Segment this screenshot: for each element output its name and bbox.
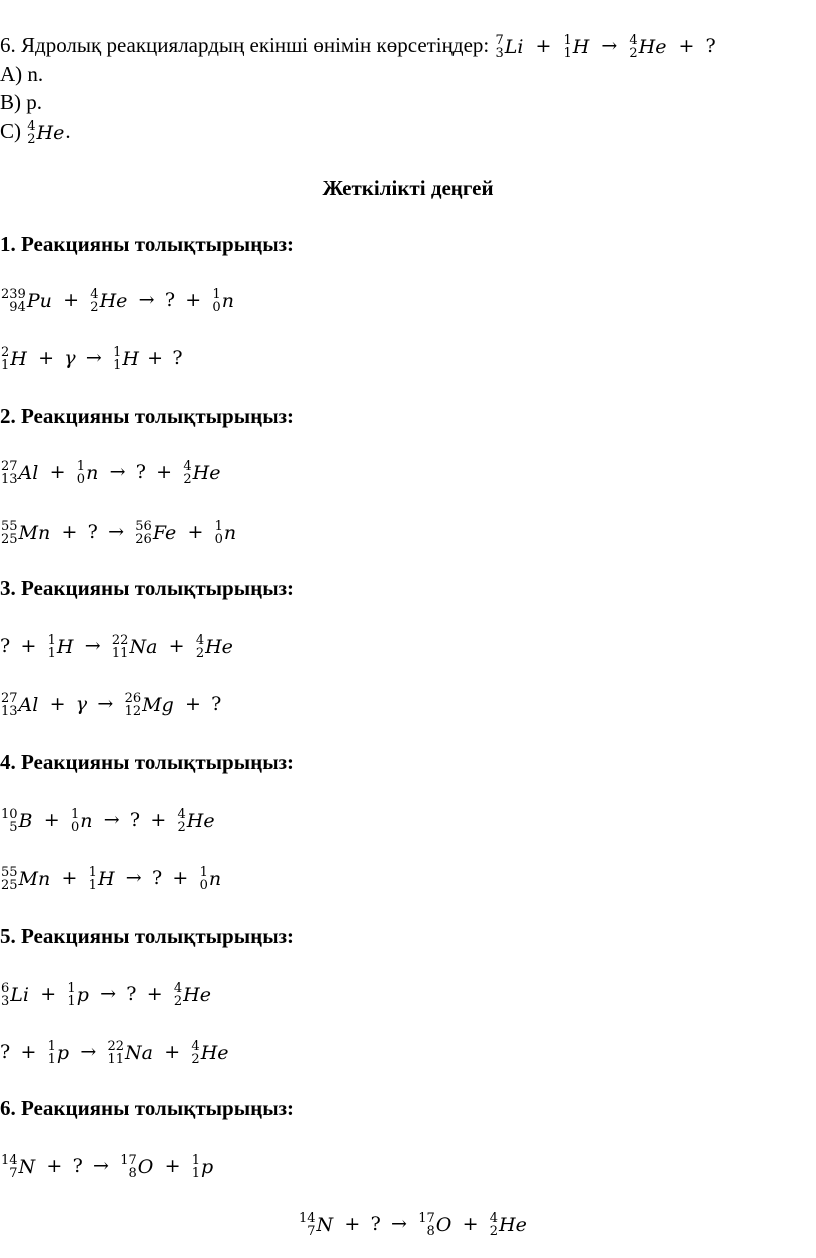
element-symbol: Na xyxy=(129,635,158,658)
operator: + xyxy=(184,692,201,715)
mass-number: 4 xyxy=(177,807,186,822)
element-symbol: p xyxy=(56,1041,70,1064)
mass-number: 17 xyxy=(418,1211,435,1226)
atomic-number: 1 xyxy=(191,1166,201,1181)
nuclide xyxy=(183,460,220,486)
heading-part: 2. xyxy=(0,404,16,428)
element-symbol: Mn xyxy=(18,521,51,544)
nucleon-numbers xyxy=(112,634,129,660)
nuclide xyxy=(77,460,99,486)
option-a: A) n. xyxy=(0,62,44,86)
atomic-number: 5 xyxy=(9,820,18,835)
nucleon-numbers xyxy=(1,1154,18,1180)
question-6-line xyxy=(0,34,716,60)
operator: → xyxy=(93,1154,109,1177)
atomic-number: 2 xyxy=(489,1224,499,1239)
task-number: 1. xyxy=(0,232,16,256)
operator: + xyxy=(150,808,167,831)
mass-number: 4 xyxy=(90,287,99,302)
operator: + xyxy=(61,866,78,889)
mass-number: 1 xyxy=(47,633,56,648)
operator: ? xyxy=(126,982,137,1005)
element-symbol: O xyxy=(137,1155,154,1178)
mass-number: 6 xyxy=(1,981,10,996)
element-symbol: n xyxy=(221,289,234,312)
heading-part: Реакцияны толықтырыңыз: xyxy=(21,924,295,948)
operator: + xyxy=(187,520,204,543)
operator: + xyxy=(146,982,163,1005)
nuclide xyxy=(212,288,234,314)
section-title: Жеткілікті деңгей xyxy=(322,176,494,200)
operator: + xyxy=(164,1154,181,1177)
heading-part: 6. xyxy=(0,1096,16,1120)
option-b: B) p. xyxy=(0,90,42,114)
mass-number: 1 xyxy=(191,1153,201,1168)
heading-part: Реакцияны толықтырыңыз: xyxy=(21,750,295,774)
nuclide-li7 xyxy=(495,34,523,60)
nuclide xyxy=(1,288,52,314)
nucleon-numbers xyxy=(1,982,9,1008)
nucleon-numbers xyxy=(1,692,18,718)
atomic-number: 7 xyxy=(307,1224,316,1239)
nuclide xyxy=(200,866,222,892)
nuclide xyxy=(1,520,50,546)
arrow-sign: → xyxy=(601,35,618,57)
mass-number: 4 xyxy=(183,459,192,474)
mass-number: 1 xyxy=(88,865,97,880)
mass-number: 22 xyxy=(111,633,129,648)
operator: + xyxy=(344,1212,361,1235)
mass-number: 2 xyxy=(1,345,10,360)
nucleon-numbers xyxy=(48,634,56,660)
equation-6a xyxy=(0,1154,214,1180)
element-symbol: H xyxy=(97,867,115,890)
operator: ? xyxy=(129,808,141,831)
mass-number: 14 xyxy=(1,1153,18,1168)
atomic-number: 0 xyxy=(214,532,223,547)
nucleon-numbers xyxy=(71,808,79,834)
atomic-number: 25 xyxy=(1,532,18,547)
element-symbol: He xyxy=(638,35,667,58)
equation-3a xyxy=(0,634,234,660)
question-mark: ? xyxy=(705,35,716,57)
mass-number: 22 xyxy=(107,1039,125,1054)
atomic-number: 1 xyxy=(47,646,56,661)
mass-number: 1 xyxy=(47,1039,56,1054)
nucleon-numbers xyxy=(48,1040,56,1066)
operator: + xyxy=(38,346,55,369)
nuclide xyxy=(1,1154,35,1180)
element-symbol: Pu xyxy=(26,289,52,312)
nuclide xyxy=(299,1212,333,1238)
heading-part: Реакцияны толықтырыңыз: xyxy=(21,1096,295,1120)
operator: + xyxy=(147,346,164,369)
atomic-number: 13 xyxy=(1,704,18,719)
mass-number: 17 xyxy=(120,1153,137,1168)
atomic-number: 1 xyxy=(563,46,572,61)
nuclide xyxy=(490,1212,527,1238)
task-1-heading xyxy=(0,234,294,255)
atomic-number: 1 xyxy=(113,358,122,373)
heading-part: 5. xyxy=(0,924,16,948)
operator: + xyxy=(156,460,173,483)
element-symbol: N xyxy=(18,1155,36,1178)
atomic-number: 2 xyxy=(191,1052,200,1067)
nucleon-numbers xyxy=(113,346,121,372)
nuclide xyxy=(174,982,211,1008)
operator: → xyxy=(103,808,120,831)
atomic-number: 25 xyxy=(1,878,18,893)
atomic-number: 12 xyxy=(124,704,142,719)
nuclide xyxy=(112,634,158,660)
heading-part: 4. xyxy=(0,750,16,774)
nuclide xyxy=(192,1154,213,1180)
equation-5a xyxy=(0,982,212,1008)
atomic-number: 11 xyxy=(111,646,129,661)
atomic-number: 2 xyxy=(195,646,205,661)
nucleon-numbers xyxy=(1,520,18,546)
atomic-number: 8 xyxy=(426,1224,435,1239)
operator: + xyxy=(185,288,202,311)
task-4-heading xyxy=(0,752,294,773)
mass-number: 1 xyxy=(199,865,208,880)
nuclide xyxy=(191,1040,228,1066)
element-symbol: He xyxy=(205,635,233,658)
operator: → xyxy=(125,866,142,889)
nuclide xyxy=(120,1154,153,1180)
task-5-heading xyxy=(0,926,294,947)
nucleon-numbers xyxy=(200,866,208,892)
element-symbol: γ xyxy=(75,692,88,715)
operator: + xyxy=(49,692,66,715)
nuclide xyxy=(1,346,27,372)
operator: → xyxy=(138,288,155,311)
element-symbol: Mn xyxy=(18,867,51,890)
element-symbol: n xyxy=(208,867,222,890)
nuclide-h1 xyxy=(563,34,589,60)
operator: ? xyxy=(164,288,175,311)
operator: → xyxy=(100,982,117,1005)
mass-number: 4 xyxy=(195,633,205,648)
element-symbol: Li xyxy=(504,35,524,58)
operator: → xyxy=(80,1040,97,1063)
operator: → xyxy=(84,634,101,657)
mass-number: 55 xyxy=(1,519,18,534)
nucleon-numbers xyxy=(418,1212,435,1238)
heading-part: 3. xyxy=(0,576,16,600)
equation-2b xyxy=(0,520,237,546)
element-symbol: He xyxy=(499,1213,527,1236)
element-symbol: γ xyxy=(64,346,76,369)
element-symbol: He xyxy=(186,809,215,832)
operator: + xyxy=(462,1212,479,1235)
task-6-heading xyxy=(0,1098,294,1119)
element-symbol: Na xyxy=(125,1041,153,1064)
nuclide xyxy=(178,808,215,834)
operator: ? xyxy=(0,1040,11,1063)
task-3-heading xyxy=(0,578,294,599)
nuclide xyxy=(67,982,88,1008)
element-symbol: He xyxy=(99,289,128,312)
mass-number: 4 xyxy=(191,1039,200,1054)
operator: → xyxy=(109,460,126,483)
atomic-number: 2 xyxy=(629,46,638,61)
mass-number: 26 xyxy=(124,691,142,706)
atomic-number: 1 xyxy=(1,358,10,373)
operator: + xyxy=(40,982,57,1005)
element-symbol: Al xyxy=(18,693,39,716)
nucleon-numbers xyxy=(89,866,97,892)
nucleon-numbers xyxy=(90,288,98,314)
atomic-number: 3 xyxy=(495,46,504,61)
element-symbol: He xyxy=(36,121,65,144)
atomic-number: 3 xyxy=(1,994,10,1009)
atomic-number: 1 xyxy=(47,1052,56,1067)
operator: + xyxy=(46,1154,63,1177)
element-symbol: H xyxy=(122,347,139,370)
option-c xyxy=(0,120,71,146)
nucleon-numbers xyxy=(67,982,75,1008)
element-symbol: B xyxy=(18,809,33,832)
atomic-number: 11 xyxy=(107,1052,125,1067)
operator: ? xyxy=(370,1212,381,1235)
mass-number: 1 xyxy=(212,287,221,302)
atomic-number: 26 xyxy=(135,532,152,547)
equation-4b xyxy=(0,866,222,892)
element-symbol: Fe xyxy=(152,521,177,544)
mass-number: 14 xyxy=(299,1211,316,1226)
mass-number: 4 xyxy=(27,119,36,134)
nucleon-numbers xyxy=(1,808,18,834)
atomic-number: 0 xyxy=(76,472,86,487)
nuclide xyxy=(196,634,233,660)
mass-number: 1 xyxy=(76,459,86,474)
element-symbol: p xyxy=(76,983,89,1006)
element-symbol: n xyxy=(223,521,237,544)
option-c-dot: . xyxy=(65,118,71,143)
operator: + xyxy=(43,808,60,831)
atomic-number: 2 xyxy=(90,300,99,315)
element-symbol: H xyxy=(10,347,27,370)
operator: ? xyxy=(72,1154,83,1177)
nuclide xyxy=(113,346,139,372)
operator: → xyxy=(97,692,114,715)
nucleon-numbers xyxy=(183,460,191,486)
atomic-number: 0 xyxy=(199,878,208,893)
equation-3b xyxy=(0,692,221,718)
element-symbol: n xyxy=(86,461,99,484)
atomic-number: 13 xyxy=(1,472,18,487)
element-symbol: H xyxy=(572,35,590,58)
question-6-equation xyxy=(494,33,716,61)
atomic-number: 0 xyxy=(70,820,80,835)
nucleon-numbers xyxy=(191,1040,199,1066)
atomic-number: 2 xyxy=(177,820,186,835)
nucleon-numbers xyxy=(107,1040,124,1066)
mass-number: 1 xyxy=(214,519,223,534)
mass-number: 7 xyxy=(495,33,504,48)
question-6-text: 6. Ядролық реакциялардың екінші өнімін көрсетіңдер: xyxy=(0,33,490,57)
operator: → xyxy=(391,1212,407,1235)
option-c-label: C) xyxy=(0,118,21,143)
mass-number: 4 xyxy=(629,33,638,48)
equation-2a xyxy=(0,460,221,486)
operator: ? xyxy=(172,346,183,369)
nuclide-he4 xyxy=(27,120,64,146)
nucleon-numbers xyxy=(215,520,223,546)
nucleon-numbers xyxy=(192,1154,200,1180)
nuclide xyxy=(90,288,127,314)
nuclide xyxy=(1,808,33,834)
operator: + xyxy=(63,288,80,311)
nucleon-numbers xyxy=(77,460,85,486)
equation-5b xyxy=(0,1040,230,1066)
element-symbol: Mg xyxy=(142,693,174,716)
nuclide xyxy=(215,520,237,546)
mass-number: 27 xyxy=(1,459,18,474)
nuclide xyxy=(1,866,50,892)
atomic-number: 2 xyxy=(27,132,36,147)
operator: + xyxy=(61,520,78,543)
operator: + xyxy=(164,1040,181,1063)
nucleon-numbers xyxy=(120,1154,137,1180)
element-symbol: He xyxy=(200,1041,229,1064)
element-symbol: N xyxy=(316,1213,334,1236)
nucleon-numbers xyxy=(1,346,9,372)
equation-1a xyxy=(0,288,235,314)
nucleon-numbers xyxy=(174,982,182,1008)
atomic-number: 94 xyxy=(9,300,26,315)
element-symbol: O xyxy=(435,1213,452,1236)
equation-6b xyxy=(298,1212,528,1238)
nuclide xyxy=(71,808,93,834)
task-2-heading xyxy=(0,406,294,427)
mass-number: 10 xyxy=(1,807,18,822)
nucleon-numbers xyxy=(1,866,18,892)
operator: → xyxy=(85,346,102,369)
element-symbol: H xyxy=(56,635,74,658)
operator: + xyxy=(20,1040,37,1063)
operator: ? xyxy=(211,692,222,715)
nuclide xyxy=(107,1040,153,1066)
task-heading-text: Реакцияны толықтырыңыз: xyxy=(21,232,295,256)
element-symbol: Al xyxy=(18,461,39,484)
mass-number: 1 xyxy=(70,807,80,822)
operator: ? xyxy=(87,520,98,543)
atomic-number: 1 xyxy=(67,994,76,1009)
nucleon-numbers xyxy=(196,634,204,660)
mass-number: 4 xyxy=(173,981,183,996)
nuclide xyxy=(1,982,29,1008)
mass-number: 1 xyxy=(563,33,572,48)
operator: + xyxy=(172,866,189,889)
operator: + xyxy=(20,634,37,657)
element-symbol: He xyxy=(192,461,221,484)
nucleon-numbers xyxy=(1,460,18,486)
nuclide xyxy=(89,866,115,892)
nuclide xyxy=(48,634,74,660)
operator: ? xyxy=(151,866,163,889)
atomic-number: 8 xyxy=(128,1166,137,1181)
nuclide xyxy=(135,520,176,546)
mass-number: 56 xyxy=(135,519,152,534)
equation-1b xyxy=(0,346,183,372)
atomic-number: 1 xyxy=(88,878,97,893)
nuclide xyxy=(1,460,38,486)
nucleon-numbers xyxy=(1,288,26,314)
mass-number: 239 xyxy=(1,287,26,302)
mass-number: 1 xyxy=(67,981,76,996)
nuclide xyxy=(125,692,174,718)
nuclide-he4 xyxy=(629,34,666,60)
plus-sign: + xyxy=(678,35,695,57)
plus-sign: + xyxy=(535,35,552,57)
nuclide xyxy=(48,1040,69,1066)
nuclide xyxy=(418,1212,451,1238)
equation-4a xyxy=(0,808,216,834)
nucleon-numbers xyxy=(125,692,142,718)
operator: + xyxy=(49,460,66,483)
element-symbol: He xyxy=(183,983,211,1006)
nucleon-numbers xyxy=(490,1212,498,1238)
atomic-number: 7 xyxy=(9,1166,18,1181)
mass-number: 55 xyxy=(1,865,18,880)
nucleon-numbers xyxy=(135,520,152,546)
element-symbol: n xyxy=(80,809,93,832)
atomic-number: 2 xyxy=(183,472,192,487)
mass-number: 27 xyxy=(1,691,18,706)
operator: + xyxy=(168,634,185,657)
mass-number: 4 xyxy=(489,1211,499,1226)
nucleon-numbers xyxy=(212,288,220,314)
operator: ? xyxy=(0,634,11,657)
element-symbol: Li xyxy=(10,983,29,1006)
mass-number: 1 xyxy=(113,345,122,360)
heading-part: Реакцияны толықтырыңыз: xyxy=(21,576,295,600)
operator: → xyxy=(108,520,125,543)
nucleon-numbers xyxy=(299,1212,316,1238)
element-symbol: p xyxy=(201,1155,214,1178)
atomic-number: 2 xyxy=(173,994,183,1009)
nuclide xyxy=(1,692,38,718)
heading-part: Реакцияны толықтырыңыз: xyxy=(21,404,295,428)
operator: ? xyxy=(135,460,146,483)
nucleon-numbers xyxy=(178,808,186,834)
atomic-number: 0 xyxy=(212,300,221,315)
